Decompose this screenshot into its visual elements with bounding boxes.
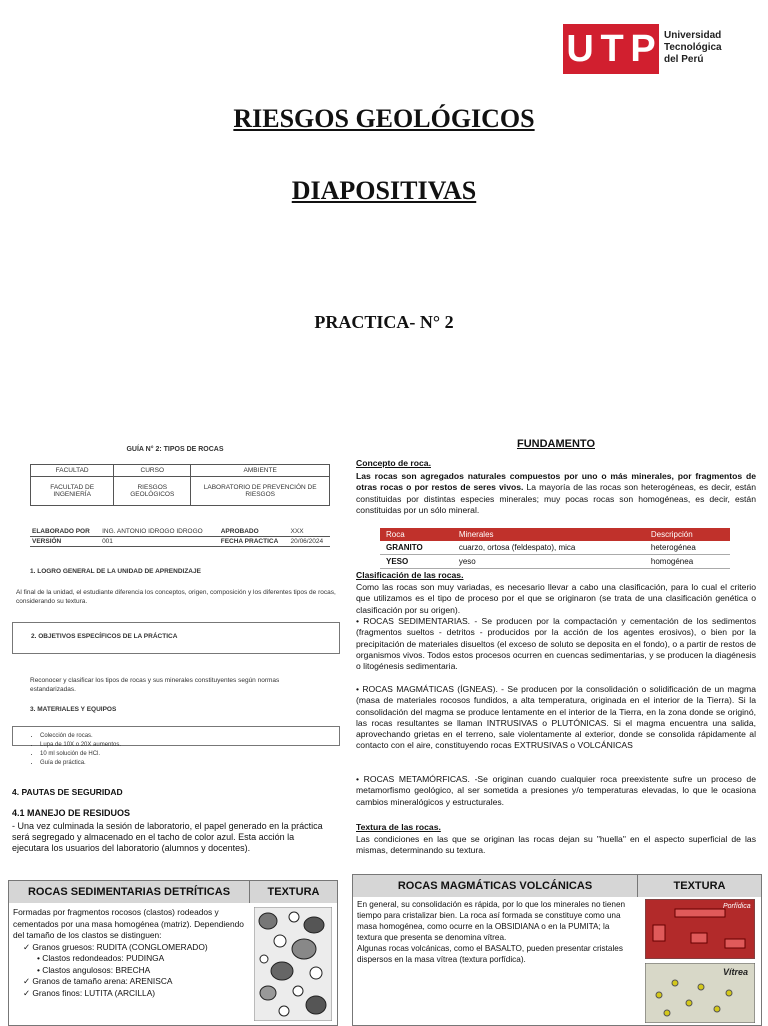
table-cell: yeso (453, 555, 645, 569)
guide-meta-table (30, 527, 330, 547)
list-item: ✓ Granos finos: LUTITA (ARCILLA) (23, 987, 156, 998)
concept-text-rest: La mayoría de las rocas son heterogéneas, es decir, están constituidas por distintas especies minerales; muy pocas rocas son homogéneas, es decir, están constituidas por un sólo mineral. (356, 482, 756, 515)
practica-number: PRACTICA- N° 2 (314, 312, 454, 332)
sedimentary-text: • ROCAS SEDIMENTARIAS. - Se producen por la compactación y cementación de los sedimentos (fragmentos sueltos - detritos - producidos por la acción de los agentes erosivos), o bien por la precipitación de materiales disueltos (el exceso de soluto se deposita en el fondo), o a partir de restos de organismos vivos. Todos estos procesos ocurren en cuencas sedimentarias, y se producen la diagénesis o litogénesis sedimentaria. (356, 616, 756, 672)
table-header: Descripción (645, 528, 730, 541)
item-text: Granos de tamaño arena: ARENISCA (32, 976, 173, 986)
rock-examples-table (380, 528, 730, 569)
concept-text-bold: Las rocas son agregados naturales compuestos por uno o más minerales, por fragmentos de otras rocas o por restos de seres vivos. (356, 471, 756, 493)
sedimentary-texture-title: TEXTURA (250, 881, 337, 903)
concept-title: Concepto de roca. (356, 458, 431, 468)
list-item: • Colección de rocas. (40, 732, 121, 741)
table-cell: heterogénea (645, 541, 730, 555)
sedimentary-panel-body (13, 907, 247, 999)
item-text: Granos gruesos: RUDITA (CONGLOMERADO) (32, 941, 208, 952)
guide-panel (8, 436, 342, 864)
table-header: CURSO (114, 465, 191, 477)
utp-logo-name (664, 30, 724, 66)
meta-label: FECHA PRACTICA (219, 537, 289, 547)
volcanic-rocks-panel (352, 874, 762, 1026)
sedimentary-intro: Formadas por fragmentos rocosos (clastos) rodeados y cementados por una masa homogénea (matriz). Dependiendo del tamaño de los clastos se distinguen: (13, 907, 244, 940)
section-4-title: 4. PAUTAS DE SEGURIDAD (12, 787, 123, 797)
porfidica-label: Porfídica (723, 903, 751, 910)
utp-logo-mark (563, 24, 659, 74)
volcanic-text-1: En general, su consolidación es rápida, por lo que los minerales no tienen tiempo para cristalizar bien. La roca así formada se constituye como una masa homogénea, como ocurre en la OBSIDIANA o en la PUMITA; la textura que presenta se denomina vítrea. (357, 900, 626, 942)
logo-letter-p: P (630, 28, 656, 70)
meta-value: 001 (100, 537, 219, 547)
volcanic-text-2: Algunas rocas volcánicas, como el BASALTO, pueden presentar cristales dispersos en la masa vítrea (textura porfídica). (357, 944, 623, 964)
table-cell: LABORATORIO DE PREVENCIÓN DE RIESGOS (191, 477, 330, 506)
fundamento-panel (352, 436, 760, 860)
table-row (380, 541, 730, 555)
table-header: Roca (380, 528, 453, 541)
list-item: • Clastos angulosos: BRECHA (37, 964, 151, 975)
section-41-text: - Una vez culminada la sesión de laboratorio, el papel generado en la práctica será segregado y almacenado en el tacho de color azul. Esta acción la ejecutara los usuarios del laboratorio (alumnos y docentes). (12, 821, 323, 853)
page-subtitle: DIAPOSITIVAS (291, 176, 477, 205)
magmatic-text: • ROCAS MAGMÁTICAS (ÍGNEAS). - Se producen por la consolidación o solidificación de un magma (masa de materiales rocosos fundidos, a alta temperatura, originada en el interior de la Tierra). Si la consolidación del magma se produce lentamente en el interior de la Tierra, en la zona donde se originó, las rocas resultantes se llaman INTRUSIVAS o PLUTÓNICAS. Si el magma encuentra una salida, aprovechando grietas en el terreno, sale violentamente al exterior, donde se consolida rápidamente al contacto con el aire, constituyendo rocas EXTRUSIVAS o VOLCÁNICAS (356, 684, 756, 751)
meta-value: XXX (289, 527, 330, 537)
utp-logo (563, 24, 722, 74)
meta-label: APROBADO (219, 527, 289, 537)
table-header: FACULTAD (31, 465, 114, 477)
item-text: Granos finos: LUTITA (ARCILLA) (32, 987, 156, 998)
section-3-title: 3. MATERIALES Y EQUIPOS (30, 706, 117, 713)
sedimentary-panel-title: ROCAS SEDIMENTARIAS DETRÍTICAS (9, 881, 250, 903)
section-1-title: 1. LOGRO GENERAL DE LA UNIDAD DE APRENDIZAJE (30, 568, 201, 575)
list-item: ✓ Granos gruesos: RUDITA (CONGLOMERADO) (23, 941, 208, 952)
fundamento-title: FUNDAMENTO (516, 438, 595, 450)
classification-title: Clasificación de las rocas. (356, 570, 464, 580)
meta-value: ING. ANTONIO IDROGO IDROGO (100, 527, 219, 537)
guide-title: GUÍA N° 2: TIPOS DE ROCAS (126, 446, 224, 453)
table-cell: YESO (380, 555, 453, 569)
porphyritic-texture-illustration (645, 899, 755, 959)
section-41-title: 4.1 MANEJO DE RESIDUOS (12, 808, 131, 818)
section-1-text: Al final de la unidad, el estudiante diferencia los conceptos, origen, composición y los diferentes tipos de rocas, considerando su textura. (16, 589, 336, 605)
meta-value: 20/06/2024 (289, 537, 330, 547)
classification-text: Como las rocas son muy variadas, es necesario llevar a cabo una clasificación, para lo cual el criterio que utilizamos es el tipo de proceso por el que se originaron (se trata de una clasificación genética o clasificación por su origen). (356, 582, 756, 615)
logo-line-2: Tecnológica (664, 42, 722, 53)
volcanic-panel-title: ROCAS MAGMÁTICAS VOLCÁNICAS (353, 875, 638, 897)
table-cell: RIESGOS GEOLÓGICOS (114, 477, 191, 506)
materials-list (26, 732, 121, 768)
meta-label: VERSIÓN (30, 537, 100, 547)
metamorphic-text: • ROCAS METAMÓRFICAS. -Se originan cuando cualquier roca preexistente sufre un proceso de metamorfismo geológico, al ser sometida a presiones y/o temperaturas elevadas, lo que le ocasiona cambios mineralógicos y estructurales. (356, 774, 756, 807)
conglomerate-texture-illustration (254, 907, 332, 1021)
section-2-box (12, 622, 340, 654)
logo-letter-t: T (600, 28, 624, 70)
item-text: Clastos angulosos: BRECHA (42, 964, 151, 975)
vitreous-texture-illustration (645, 963, 755, 1023)
vitrea-label: Vítrea (723, 967, 749, 977)
concept-text (356, 471, 756, 516)
list-item: • Lupa de 10X o 20X aumentos. (40, 741, 121, 750)
meta-label: ELABORADO POR (30, 527, 100, 537)
texture-title: Textura de las rocas. (356, 822, 441, 832)
page-title: RIESGOS GEOLÓGICOS (233, 104, 535, 133)
volcanic-texture-title: TEXTURA (638, 875, 761, 897)
table-header: Minerales (453, 528, 645, 541)
table-cell: FACULTAD DE INGENIERÍA (31, 477, 114, 506)
texture-text: Las condiciones en las que se originan las rocas dejan su "huella" en el aspecto superficial de las mismas, determinando su textura. (356, 834, 756, 856)
table-cell: GRANITO (380, 541, 453, 555)
list-item: • Guía de práctica. (40, 759, 121, 768)
table-cell: cuarzo, ortosa (feldespato), mica (453, 541, 645, 555)
list-item: • 10 ml solución de HCl. (40, 750, 121, 759)
table-row (380, 555, 730, 569)
item-text: Clastos redondeados: PUDINGA (42, 953, 165, 963)
logo-letter-u: U (566, 28, 594, 70)
logo-line-3: del Perú (664, 54, 704, 65)
section-2-text: Reconocer y clasificar los tipos de rocas y sus minerales constituyentes según normas estandarizadas. (30, 677, 280, 693)
logo-line-1: Universidad (664, 30, 722, 41)
table-cell: homogénea (645, 555, 730, 569)
volcanic-panel-body (357, 899, 633, 965)
section-2-title: 2. OBJETIVOS ESPECÍFICOS DE LA PRÁCTICA (31, 633, 178, 640)
guide-info-table (30, 464, 330, 506)
table-header: AMBIENTE (191, 465, 330, 477)
list-item: • Clastos redondeados: PUDINGA (37, 953, 165, 963)
list-item: ✓ Granos de tamaño arena: ARENISCA (23, 976, 173, 986)
sedimentary-detritic-panel (8, 880, 338, 1026)
